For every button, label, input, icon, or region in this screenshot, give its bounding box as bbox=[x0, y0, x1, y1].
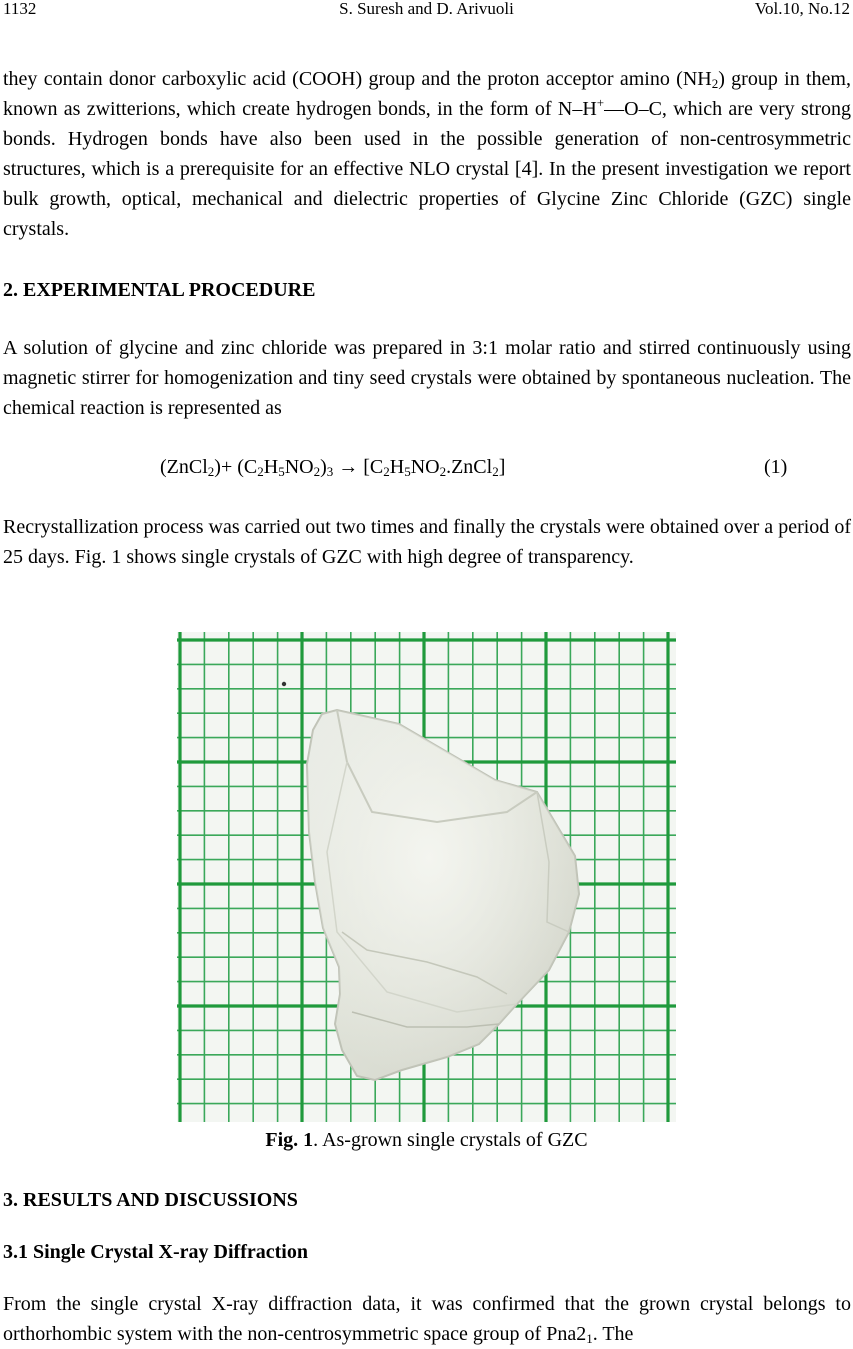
section-2-heading: 2. EXPERIMENTAL PROCEDURE bbox=[3, 279, 316, 301]
chemical-reaction-equation: (ZnCl$_2$)+ $(C_2H_5NO_2)_3$ → $[C_2H_5NO_2.ZnCl_2]$ bbox=[160, 456, 506, 479]
figure-1-caption: Fig. 1. As-grown single crystals of GZC bbox=[265, 1129, 588, 1151]
figure-1-crystal-photo bbox=[177, 632, 676, 1122]
recrystallization-paragraph: Recrystallization process was carried out two times and finally the crystals were obtained over a period of 25 days. Fig. 1 shows single crystals of GZC with high degree of transparency. bbox=[3, 516, 851, 568]
experimental-paragraph: A solution of glycine and zinc chloride was prepared in 3:1 molar ratio and stirred continuously using magnetic stirrer for homogenization and tiny seed crystals were obtained by spontaneous nucleation. The chemical reaction is represented as bbox=[3, 337, 851, 419]
equation-number: (1) bbox=[764, 456, 788, 478]
xrd-paragraph: From the single crystal X-ray diffraction data, it was confirmed that the grown crystal belongs to orthorhombic system with the non-centrosymmetric space group of $Pna2_1$. The bbox=[3, 1293, 851, 1346]
intro-paragraph: they contain donor carboxylic acid (COOH) group and the proton acceptor amino $(NH_2)$ group in them, known as zwitterions, which create hydrogen bonds, in the form of N–H+—O–C, which are very strong bonds. Hydrogen bonds have also been used in the possible generation of non-centrosymmetric structures, which is a prerequisite for an effective NLO crystal [4]. In the present investigation we report bulk growth, optical, mechanical and dielectric properties of Glycine Zinc Chloride (GZC) single crystals. bbox=[3, 68, 851, 240]
crystal-on-grid-image bbox=[177, 632, 676, 1122]
page-number: 1132 bbox=[3, 0, 37, 18]
running-head-authors: S. Suresh and D. Arivuoli bbox=[339, 0, 514, 18]
dust-speck bbox=[282, 682, 286, 686]
journal-volume: Vol.10, No.12 bbox=[754, 0, 850, 18]
section-3-1-heading: 3.1 Single Crystal X-ray Diffraction bbox=[3, 1241, 308, 1263]
running-head bbox=[3, 0, 850, 20]
section-3-heading: 3. RESULTS AND DISCUSSIONS bbox=[3, 1189, 298, 1211]
